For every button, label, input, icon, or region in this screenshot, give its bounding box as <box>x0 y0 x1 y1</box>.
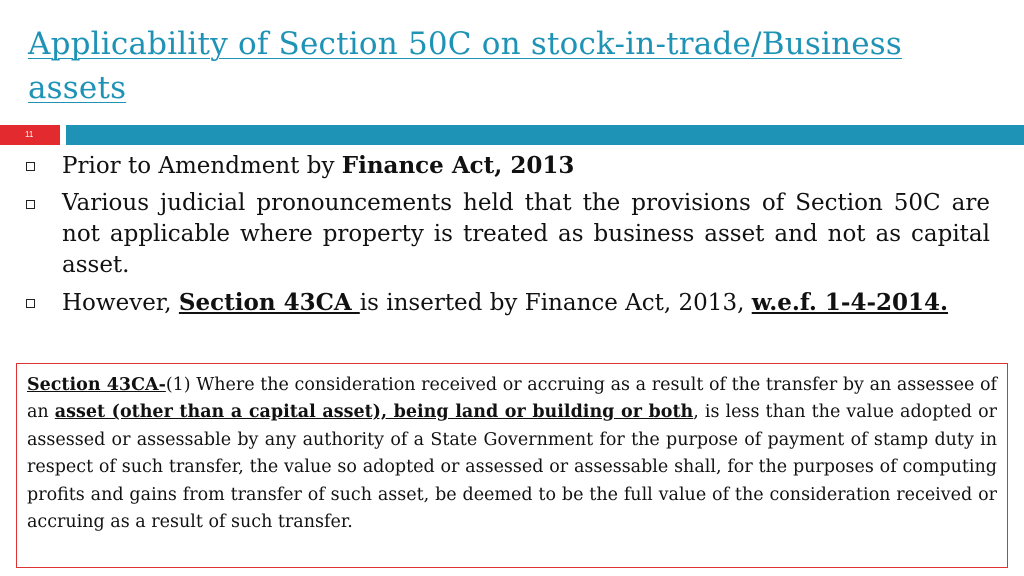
bullet-item <box>26 188 990 281</box>
bullet-text: Prior to Amendment by <box>62 153 342 179</box>
page-number: 11 <box>25 130 34 139</box>
bullet-bold-text: Finance Act, 2013 <box>341 152 575 179</box>
page-number-band <box>0 125 60 145</box>
bullet-item <box>26 150 990 182</box>
section-43ca-quote-box <box>16 363 1008 568</box>
quote-text: , is less than the value adopted or assessed or assessable by any authority of a State Government for the purpose of payment of stamp duty in respect of such transfer, the value so adopted or assessed or assessable shall, for the purposes of computing profits and gains from transfer of such asset, be deemed to be the full value of the consideration received or accruing as a result of such transfer. <box>27 402 997 533</box>
square-bullet-icon <box>26 299 35 308</box>
square-bullet-icon <box>26 162 35 171</box>
bullet-item <box>26 287 990 319</box>
bullet-text: However, <box>62 290 179 316</box>
bullet-text: Various judicial pronouncements held that the provisions of Section 50C are not applicable where property is treated as business asset and not as capital asset. <box>62 190 990 278</box>
bullet-text: is inserted by Finance Act, 2013, <box>359 290 752 316</box>
square-bullet-icon <box>26 200 35 209</box>
quote-text: (1) Where the consideration received or accruing as a result of the transfer by an assessee of an <box>27 375 997 423</box>
bullet-list <box>26 150 990 325</box>
slide-title: Applicability of Section 50C on stock-in-trade/Business assets <box>28 26 903 106</box>
quote-emphasis: asset (other than a capital asset), being land or building or both <box>54 402 694 423</box>
section-reference: Section 43CA <box>178 289 360 316</box>
quote-label: Section 43CA- <box>27 375 166 395</box>
header-band <box>66 125 1024 145</box>
effective-date: w.e.f. 1-4-2014. <box>751 289 949 316</box>
